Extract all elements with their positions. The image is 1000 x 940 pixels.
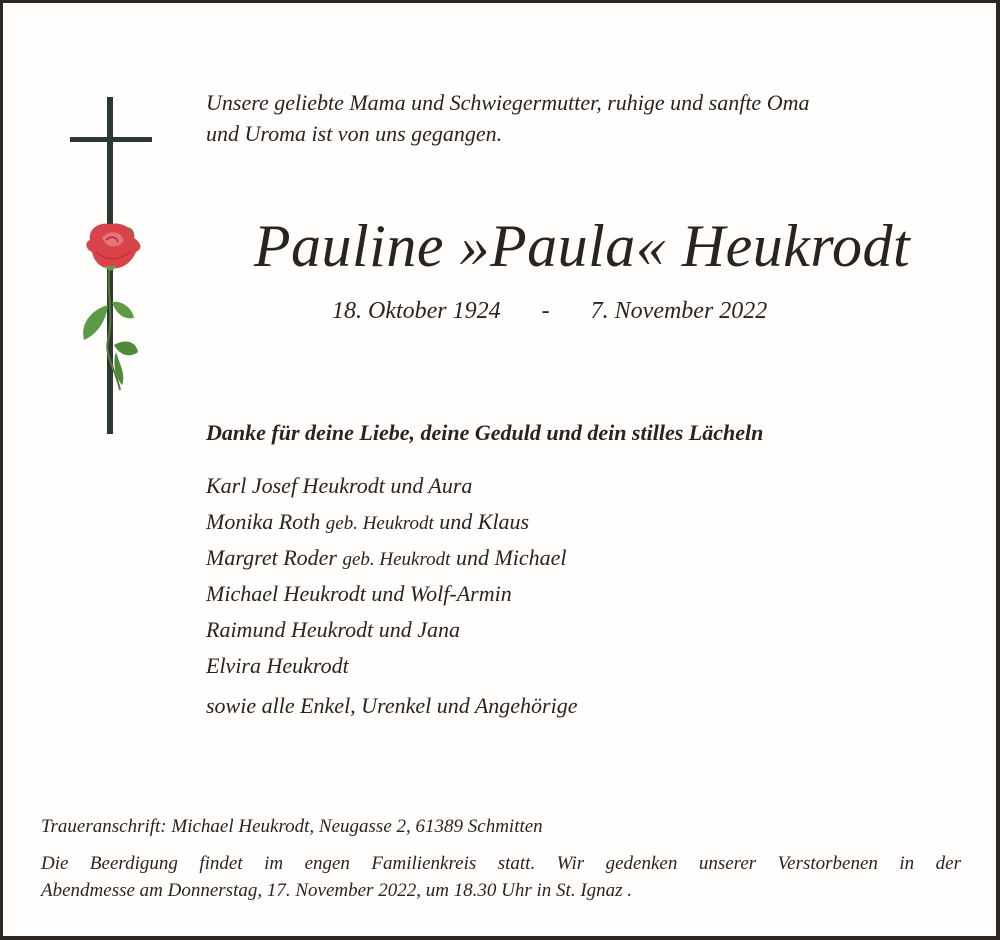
mourner-row (206, 504, 806, 540)
deceased-name: Pauline »Paula« Heukrodt (253, 213, 911, 279)
death-date: 7. November 2022 (590, 298, 768, 324)
thanks-heading: Danke für deine Liebe, deine Geduld und dein stilles Lächeln (206, 420, 764, 445)
mourner-name: Michael Heukrodt und Wolf-Armin (206, 581, 512, 606)
life-dates (332, 295, 767, 327)
funeral-line-1: Die Beerdigung findet im engen Familienkreis statt. Wir gedenken unserer Verstorbenen in der (41, 853, 961, 874)
mourner-row (206, 612, 806, 648)
birth-date: 18. Oktober 1924 (332, 298, 501, 324)
cross-with-rose-icon (60, 90, 170, 440)
intro-line-2: und Uroma ist von uns gegangen. (206, 121, 503, 146)
mourner-row (206, 648, 806, 684)
mourners-list (206, 468, 806, 724)
maiden-name-note: geb. Heukrodt (325, 513, 434, 534)
mourning-address: Traueranschrift: Michael Heukrodt, Neugasse 2, 61389 Schmitten (41, 816, 543, 837)
intro-line-1: Unsere geliebte Mama und Schwiegermutter, ruhige und sanfte Oma (206, 90, 810, 115)
mourner-row (206, 540, 806, 576)
mourner-name: Margret Roder (206, 545, 343, 570)
maiden-name-note: geb. Heukrodt (342, 549, 451, 570)
mourner-partner: und Klaus (433, 509, 530, 534)
mourner-name: Raimund Heukrodt und Jana (206, 617, 460, 642)
closing-line: sowie alle Enkel, Urenkel und Angehörige (206, 693, 578, 718)
mourner-row (206, 468, 806, 504)
funeral-line-2: Abendmesse am Donnerstag, 17. November 2022, um 18.30 Uhr in St. Ignaz . (41, 880, 633, 901)
mourner-name: Elvira Heukrodt (206, 653, 349, 678)
mourner-name: Monika Roth (206, 509, 326, 534)
mourner-name: Karl Josef Heukrodt und Aura (206, 473, 473, 498)
mourner-row (206, 576, 806, 612)
mourner-partner: und Michael (450, 545, 567, 570)
intro-text (206, 87, 946, 149)
funeral-notice (41, 850, 961, 904)
date-separator: - (541, 298, 550, 324)
